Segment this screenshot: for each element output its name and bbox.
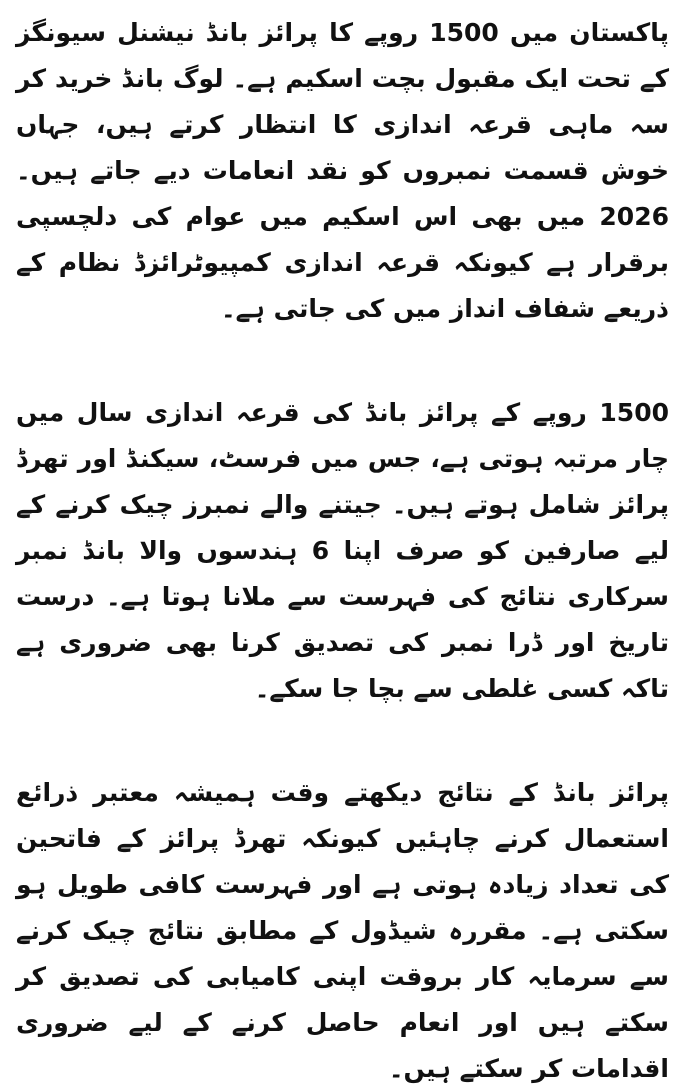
paragraph-result-advice: پرائز بانڈ کے نتائج دیکھتے وقت ہمیشہ معتبر ذرائع استعمال کرنے چاہئیں کیونکہ تھرڈ پرائز کے فاتحین کی تعداد زیادہ ہوتی ہے اور فہرست کافی طویل ہو سکتی ہے۔ مقررہ شیڈول کے مطابق نتائج چیک کرنے سے سرمایہ کار بروقت اپنی کامیابی کی تصدیق کر سکتے ہیں اور انعام حاصل کرنے کے لیے ضروری اقدامات کر سکتے ہیں۔	[16, 778, 669, 1083]
paragraph-draw-details: 1500 روپے کے پرائز بانڈ کی قرعہ اندازی سال میں چار مرتبہ ہوتی ہے، جس میں فرسٹ، سیکنڈ اور تھرڈ پرائز شامل ہوتے ہیں۔ جیتنے والے نمبرز چیک کرنے کے لیے صارفین کو صرف اپنا 6 ہندسوں والا بانڈ نمبر سرکاری نتائج کی فہرست سے ملانا ہوتا ہے۔ درست تاریخ اور ڈرا نمبر کی تصدیق کرنا بھی ضروری ہے تاکہ کسی غلطی سے بچا جا سکے۔	[16, 398, 670, 703]
paragraph-intro: پاکستان میں 1500 روپے کا پرائز بانڈ نیشنل سیونگز کے تحت ایک مقبول بچت اسکیم ہے۔ لوگ بانڈ خرید کر سہ ماہی قرعہ اندازی کا انتظار کرتے ہیں، جہاں خوش قسمت نمبروں کو نقد انعامات دیے جاتے ہیں۔ 2026 میں بھی اس اسکیم میں عوام کی دلچسپی برقرار ہے کیونکہ قرعہ اندازی کمپیوٹرائزڈ نظام کے ذریعے شفاف انداز میں کی جاتی ہے۔	[16, 18, 669, 323]
